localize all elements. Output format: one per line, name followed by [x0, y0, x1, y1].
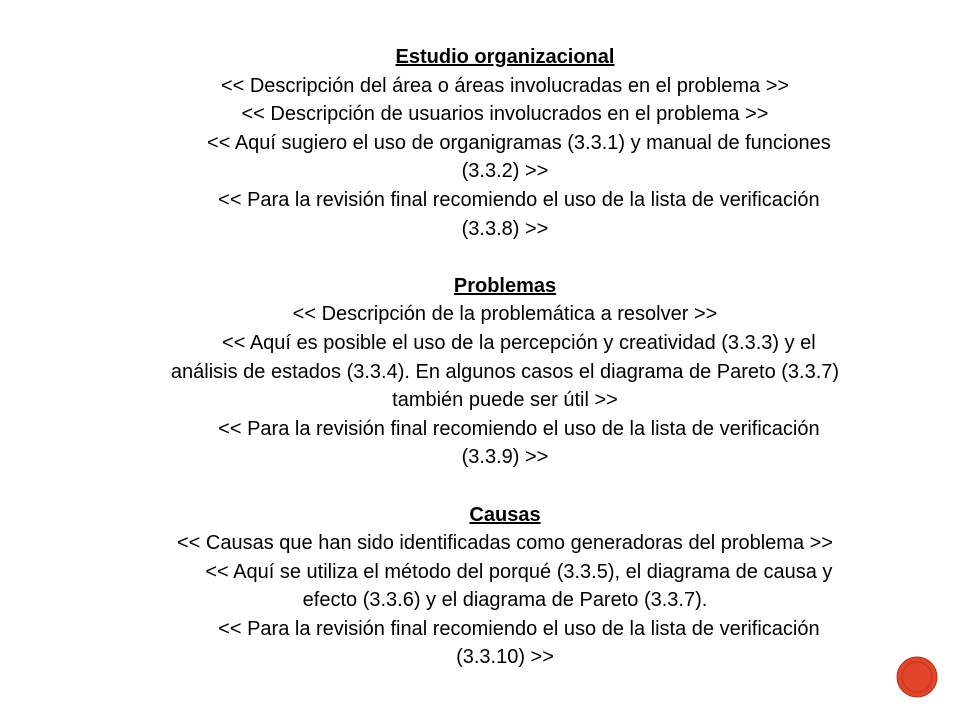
section2-line: << Aquí es posible el uso de la percepción y creatividad (3.3.3) y el: [194, 331, 816, 354]
section3-line: (3.3.10) >>: [456, 646, 554, 669]
section1-line: << Para la revisión final recomiendo el uso de la lista de verificación: [190, 188, 820, 211]
section1-line: (3.3.2) >>: [461, 160, 549, 183]
section3-line: << Para la revisión final recomiendo el uso de la lista de verificación: [190, 617, 820, 640]
spacer: [40, 472, 960, 501]
section-heading-causas: Causas: [469, 503, 541, 526]
section1-line: << Aquí sugiero el uso de organigramas (3.3.1) y manual de funciones: [179, 131, 831, 154]
section1-line: (3.3.8) >>: [461, 217, 549, 240]
section2-line: << Para la revisión final recomiendo el uso de la lista de verificación: [190, 417, 820, 440]
section3-line: << Aquí se utiliza el método del porqué (3.3.5), el diagrama de causa y: [177, 560, 833, 583]
section-heading-estudio: Estudio organizacional: [395, 46, 615, 68]
slide-body: [40, 43, 960, 672]
section-heading-problemas: Problemas: [453, 274, 557, 297]
section3-line: << Causas que han sido identificadas como generadoras del problema >>: [177, 532, 833, 555]
decorative-circle-icon: [896, 656, 938, 698]
section1-line: << Descripción del área o áreas involucradas en el problema >>: [220, 74, 790, 97]
section2-line: análisis de estados (3.3.4). En algunos casos el diagrama de Pareto (3.3.7): [170, 360, 840, 383]
section2-line: << Descripción de la problemática a resolver >>: [292, 303, 718, 326]
section2-line: también puede ser útil >>: [392, 389, 618, 412]
section2-line: (3.3.9) >>: [461, 446, 549, 469]
spacer: [40, 243, 960, 272]
section1-line: << Descripción de usuarios involucrados en el problema >>: [241, 103, 769, 126]
section3-line: efecto (3.3.6) y el diagrama de Pareto (3.3.7).: [302, 589, 708, 612]
